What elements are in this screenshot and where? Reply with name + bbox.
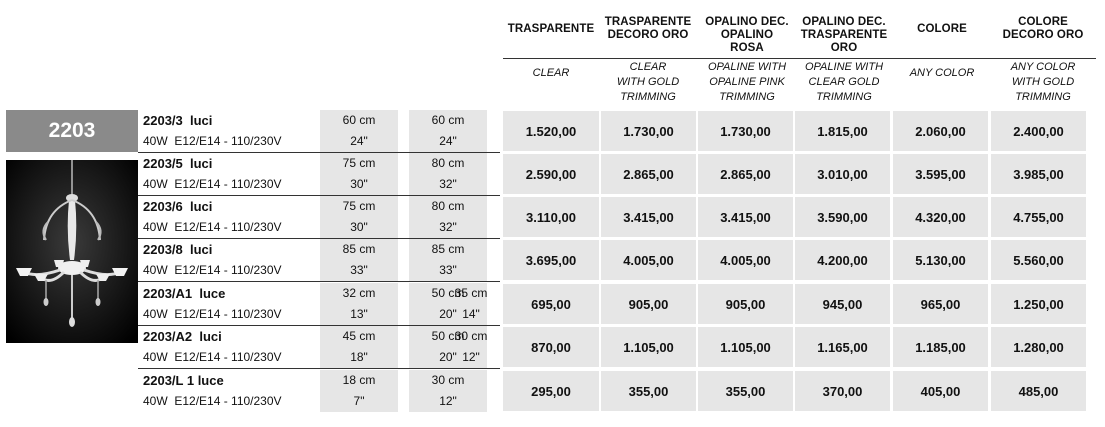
dim-cm: 85 cm: [431, 242, 465, 256]
price-cell: 370,00: [795, 371, 890, 411]
price-cell: 4.005,00: [601, 240, 696, 280]
price-cell: 1.165,00: [795, 327, 890, 367]
dim-cm: 18 cm: [342, 373, 376, 387]
dimension-cell: [320, 370, 398, 412]
col-header-1: TRASPARENTE: [507, 23, 595, 35]
model-spec: 40W E12/E14 - 110/230V: [143, 177, 282, 191]
table-row: [138, 239, 1103, 282]
price-cell: 1.105,00: [698, 327, 793, 367]
price-cell: 3.415,00: [698, 197, 793, 237]
price-cell: 695,00: [503, 284, 599, 324]
model-name: 2203/A1 luce: [143, 286, 226, 301]
price-cell: 4.320,00: [893, 197, 988, 237]
price-cell: 3.595,00: [893, 154, 988, 194]
table-row: [138, 370, 1103, 413]
model-spec: 40W E12/E14 - 110/230V: [143, 394, 282, 408]
price-cell: 2.060,00: [893, 111, 988, 151]
price-cell: 3.985,00: [991, 154, 1086, 194]
dimension-cell: [409, 110, 487, 152]
dim-inch: 24": [350, 134, 368, 148]
dimension-cell: [441, 283, 501, 325]
table-row: [138, 196, 1103, 239]
table-row: [138, 153, 1103, 196]
price-cell: 2.865,00: [698, 154, 793, 194]
dim-inch: 33": [350, 263, 368, 277]
col-header-5: COLORE: [917, 23, 967, 35]
chandelier-image: [6, 160, 138, 343]
price-cell: 485,00: [991, 371, 1086, 411]
row-divider: [138, 368, 500, 369]
price-cell: 405,00: [893, 371, 988, 411]
col-header-4: OPALINO DEC. TRASPARENTE ORO: [800, 16, 888, 54]
dim-cm: 45 cm: [342, 329, 376, 343]
price-cell: 355,00: [601, 371, 696, 411]
col-header-3: OPALINO DEC. OPALINO ROSA: [705, 16, 789, 54]
dim-inch: 7": [353, 394, 365, 408]
price-cell: 1.105,00: [601, 327, 696, 367]
dim-cm: 80 cm: [431, 156, 465, 170]
dim-cm: 35 cm: [454, 286, 488, 300]
model-spec: 40W E12/E14 - 110/230V: [143, 263, 282, 277]
col-sub-3: OPALINE WITH OPALINE PINK TRIMMING: [707, 61, 787, 103]
dim-cm: 75 cm: [342, 156, 376, 170]
price-cell: 5.130,00: [893, 240, 988, 280]
dimension-cell: [409, 239, 487, 281]
dimension-cell: [320, 153, 398, 195]
model-spec: 40W E12/E14 - 110/230V: [143, 350, 282, 364]
dim-cm: 30 cm: [454, 329, 488, 343]
price-cell: 3.110,00: [503, 197, 599, 237]
dim-inch: 32": [439, 177, 457, 191]
price-cell: 4.200,00: [795, 240, 890, 280]
dimension-cell: [409, 370, 487, 412]
dim-inch: 33": [439, 263, 457, 277]
price-cell: 1.815,00: [795, 111, 890, 151]
col-sub-5: ANY COLOR: [909, 67, 975, 79]
dim-inch: 12": [439, 394, 457, 408]
model-spec: 40W E12/E14 - 110/230V: [143, 134, 282, 148]
header-divider: [503, 58, 1096, 59]
price-cell: 1.250,00: [991, 284, 1086, 324]
col-sub-2: CLEAR WITH GOLD TRIMMING: [616, 61, 680, 103]
table-row: [138, 110, 1103, 153]
row-divider: [138, 281, 500, 282]
dim-cm: 50 cm: [431, 329, 465, 343]
dim-cm: 60 cm: [342, 113, 376, 127]
product-code-badge: [6, 110, 138, 152]
model-name: 2203/L 1 luce: [143, 373, 224, 388]
dim-inch: 13": [350, 307, 368, 321]
dim-inch: 20": [439, 307, 457, 321]
product-photo: [6, 160, 138, 343]
price-cell: 1.730,00: [698, 111, 793, 151]
price-cell: 5.560,00: [991, 240, 1086, 280]
price-cell: 945,00: [795, 284, 890, 324]
model-name: 2203/6 luci: [143, 199, 213, 214]
price-cell: 3.010,00: [795, 154, 890, 194]
price-cell: 2.590,00: [503, 154, 599, 194]
col-header-2: TRASPARENTE DECORO ORO: [604, 16, 692, 41]
price-cell: 295,00: [503, 371, 599, 411]
price-cell: 3.695,00: [503, 240, 599, 280]
product-code: 2203: [48, 119, 96, 142]
price-cell: 1.520,00: [503, 111, 599, 151]
dimension-cell: [320, 283, 398, 325]
model-spec: 40W E12/E14 - 110/230V: [143, 307, 282, 321]
dim-cm: 32 cm: [342, 286, 376, 300]
table-row: [138, 283, 1103, 326]
price-cell: 1.730,00: [601, 111, 696, 151]
dimension-cell: [320, 196, 398, 238]
dim-inch: 24": [439, 134, 457, 148]
price-cell: 905,00: [698, 284, 793, 324]
dimension-cell: [320, 110, 398, 152]
price-cell: 4.755,00: [991, 197, 1086, 237]
col-sub-4: OPALINE WITH CLEAR GOLD TRIMMING: [804, 61, 884, 103]
col-sub-6: ANY COLOR WITH GOLD TRIMMING: [1010, 61, 1076, 103]
table-row: [138, 326, 1103, 369]
price-cell: 1.185,00: [893, 327, 988, 367]
dim-inch: 32": [439, 220, 457, 234]
model-spec: 40W E12/E14 - 110/230V: [143, 220, 282, 234]
price-cell: 3.590,00: [795, 197, 890, 237]
price-cell: 2.865,00: [601, 154, 696, 194]
dimension-cell: [409, 153, 487, 195]
price-cell: 1.280,00: [991, 327, 1086, 367]
price-cell: 4.005,00: [698, 240, 793, 280]
dim-cm: 75 cm: [342, 199, 376, 213]
price-cell: 870,00: [503, 327, 599, 367]
price-cell: 3.415,00: [601, 197, 696, 237]
dimension-cell: [320, 326, 398, 368]
model-name: 2203/A2 luci: [143, 329, 222, 344]
model-name: 2203/5 luci: [143, 156, 213, 171]
price-cell: 905,00: [601, 284, 696, 324]
price-cell: 965,00: [893, 284, 988, 324]
model-name: 2203/8 luci: [143, 242, 213, 257]
dimension-cell: [441, 326, 501, 368]
dim-cm: 60 cm: [431, 113, 465, 127]
dim-cm: 85 cm: [342, 242, 376, 256]
dim-cm: 30 cm: [431, 373, 465, 387]
col-header-6: COLORE DECORO ORO: [1002, 16, 1084, 41]
model-name: 2203/3 luci: [143, 113, 213, 128]
dimension-cell: [320, 239, 398, 281]
dim-inch: 20": [439, 350, 457, 364]
dim-inch: 30": [350, 177, 368, 191]
dim-inch: 30": [350, 220, 368, 234]
price-cell: 2.400,00: [991, 111, 1086, 151]
dim-cm: 50 cm: [431, 286, 465, 300]
col-sub-1: CLEAR: [532, 67, 570, 79]
dim-inch: 12": [462, 350, 480, 364]
dimension-cell: [409, 196, 487, 238]
dim-inch: 14": [462, 307, 480, 321]
dim-inch: 18": [350, 350, 368, 364]
dim-cm: 80 cm: [431, 199, 465, 213]
price-cell: 355,00: [698, 371, 793, 411]
